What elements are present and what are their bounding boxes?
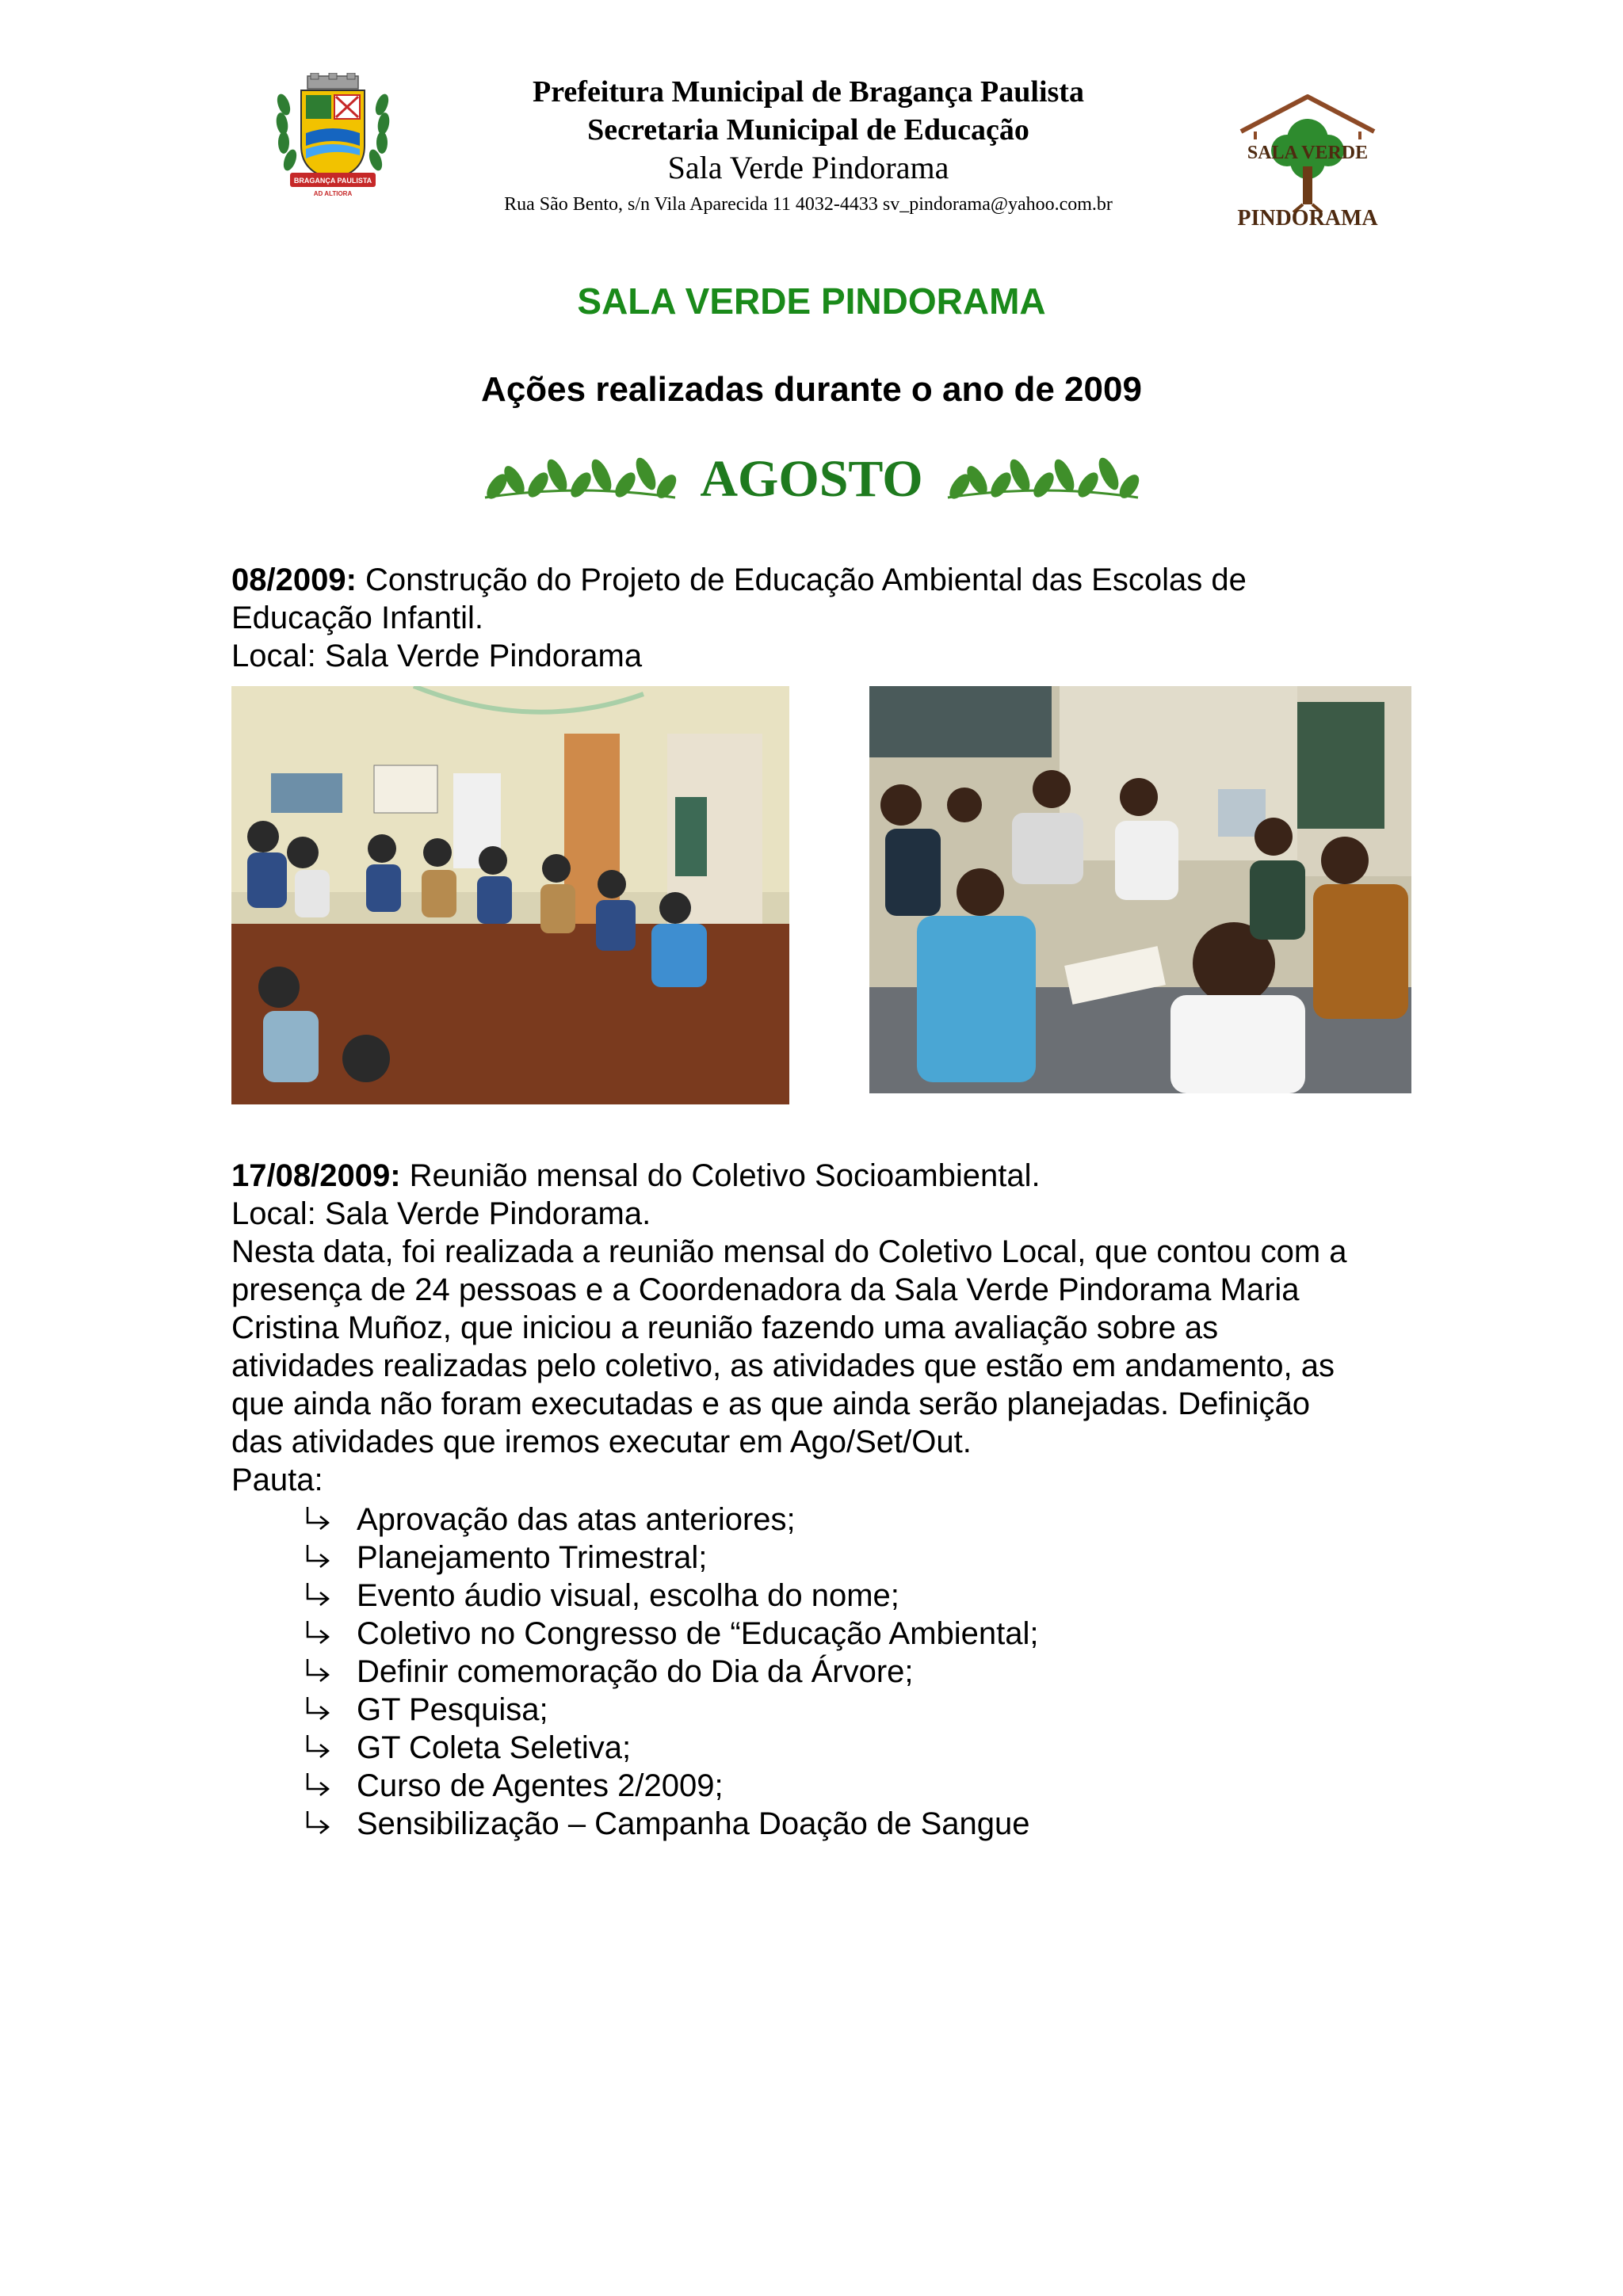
- entry-2-paragraph-line: que ainda não foram executadas e as que ainda serão planejadas. Definição: [231, 1386, 1310, 1421]
- bent-arrow-icon: [301, 1808, 336, 1840]
- logo-sala-verde-text: SALA VERDE: [1247, 143, 1369, 163]
- bent-arrow-icon: [301, 1504, 336, 1535]
- entry-2-text: Reunião mensal do Coletivo Socioambiental.: [400, 1158, 1041, 1193]
- entry-2-date: 17/08/2009:: [231, 1158, 401, 1193]
- entry-2-heading-line: [231, 1157, 1420, 1195]
- crest-banner-text: BRAGANÇA PAULISTA: [293, 177, 372, 185]
- pauta-item-text: Evento áudio visual, escolha do nome;: [357, 1578, 899, 1613]
- bent-arrow-icon: [301, 1542, 336, 1573]
- pauta-item-text: GT Pesquisa;: [357, 1692, 548, 1727]
- bent-arrow-icon: [301, 1694, 336, 1726]
- list-item: [301, 1767, 1411, 1805]
- list-item: [301, 1653, 1411, 1691]
- photo-group-discussion: [869, 686, 1411, 1093]
- page-title: SALA VERDE PINDORAMA: [577, 280, 1046, 322]
- leaf-garland-left-icon: [481, 452, 679, 507]
- pauta-item-text: Definir comemoração do Dia da Árvore;: [357, 1654, 914, 1689]
- entry-2-paragraph-line: presença de 24 pessoas e a Coordenadora da Sala Verde Pindorama Maria: [231, 1272, 1300, 1307]
- entry-2-local: Local: Sala Verde Pindorama.: [231, 1196, 651, 1231]
- list-item: [301, 1691, 1411, 1729]
- bent-arrow-icon: [301, 1618, 336, 1650]
- photo-workshop-classroom: [231, 686, 789, 1104]
- list-item: [301, 1729, 1411, 1767]
- list-item: [301, 1615, 1411, 1653]
- entry-1-text-cont: Educação Infantil.: [231, 601, 483, 635]
- entry-17-08-2009: [231, 1157, 1420, 1499]
- entry-2-paragraph-line: atividades realizadas pelo coletivo, as atividades que estão em andamento, as: [231, 1348, 1335, 1383]
- pauta-label: Pauta:: [231, 1463, 323, 1497]
- pauta-item-text: Aprovação das atas anteriores;: [357, 1502, 796, 1537]
- institution-header: [412, 73, 1205, 219]
- crest-motto-text: AD ALTIORA: [313, 190, 353, 197]
- pauta-item-text: Sensibilização – Campanha Doação de Sangue: [357, 1806, 1030, 1841]
- bent-arrow-icon: [301, 1732, 336, 1764]
- list-item: [301, 1805, 1411, 1843]
- entry-august-2009: [231, 561, 1420, 675]
- header-prefeitura: Prefeitura Municipal de Bragança Paulista: [533, 75, 1084, 109]
- entry-1-heading-line: [231, 561, 1420, 599]
- municipal-crest-logo: [269, 73, 396, 200]
- month-heading: AGOSTO: [700, 450, 923, 508]
- bent-arrow-icon: [301, 1580, 336, 1611]
- page-subtitle: Ações realizadas durante o ano de 2009: [481, 370, 1142, 409]
- header-secretaria: Secretaria Municipal de Educação: [587, 113, 1029, 147]
- pauta-item-text: Planejamento Trimestral;: [357, 1540, 708, 1575]
- bent-arrow-icon: [301, 1770, 336, 1802]
- pauta-item-text: Coletivo no Congresso de “Educação Ambiental;: [357, 1616, 1039, 1651]
- pauta-item-text: Curso de Agentes 2/2009;: [357, 1768, 724, 1803]
- sala-verde-logo: [1220, 93, 1395, 230]
- entry-2-paragraph-line: Nesta data, foi realizada a reunião mensal do Coletivo Local, que contou com a: [231, 1234, 1347, 1269]
- logo-pindorama-text: PINDORAMA: [1237, 206, 1378, 230]
- bent-arrow-icon: [301, 1656, 336, 1688]
- header-sala-verde: Sala Verde Pindorama: [667, 150, 949, 185]
- pauta-list: [301, 1501, 1411, 1843]
- pauta-item-text: GT Coleta Seletiva;: [357, 1730, 632, 1765]
- list-item: [301, 1539, 1411, 1577]
- month-banner: [0, 444, 1623, 515]
- entry-1-local: Local: Sala Verde Pindorama: [231, 639, 643, 673]
- entry-1-date: 08/2009:: [231, 563, 357, 597]
- entry-2-paragraph-line: Cristina Muñoz, que iniciou a reunião fazendo uma avaliação sobre as: [231, 1310, 1219, 1345]
- list-item: [301, 1577, 1411, 1615]
- list-item: [301, 1501, 1411, 1539]
- leaf-garland-right-icon: [944, 452, 1142, 507]
- header-address: Rua São Bento, s/n Vila Aparecida 11 4032-4433 sv_pindorama@yahoo.com.br: [504, 194, 1113, 215]
- entry-2-paragraph-line: das atividades que iremos executar em Ago/Set/Out.: [231, 1425, 972, 1459]
- entry-1-text: Construção do Projeto de Educação Ambiental das Escolas de: [356, 563, 1247, 597]
